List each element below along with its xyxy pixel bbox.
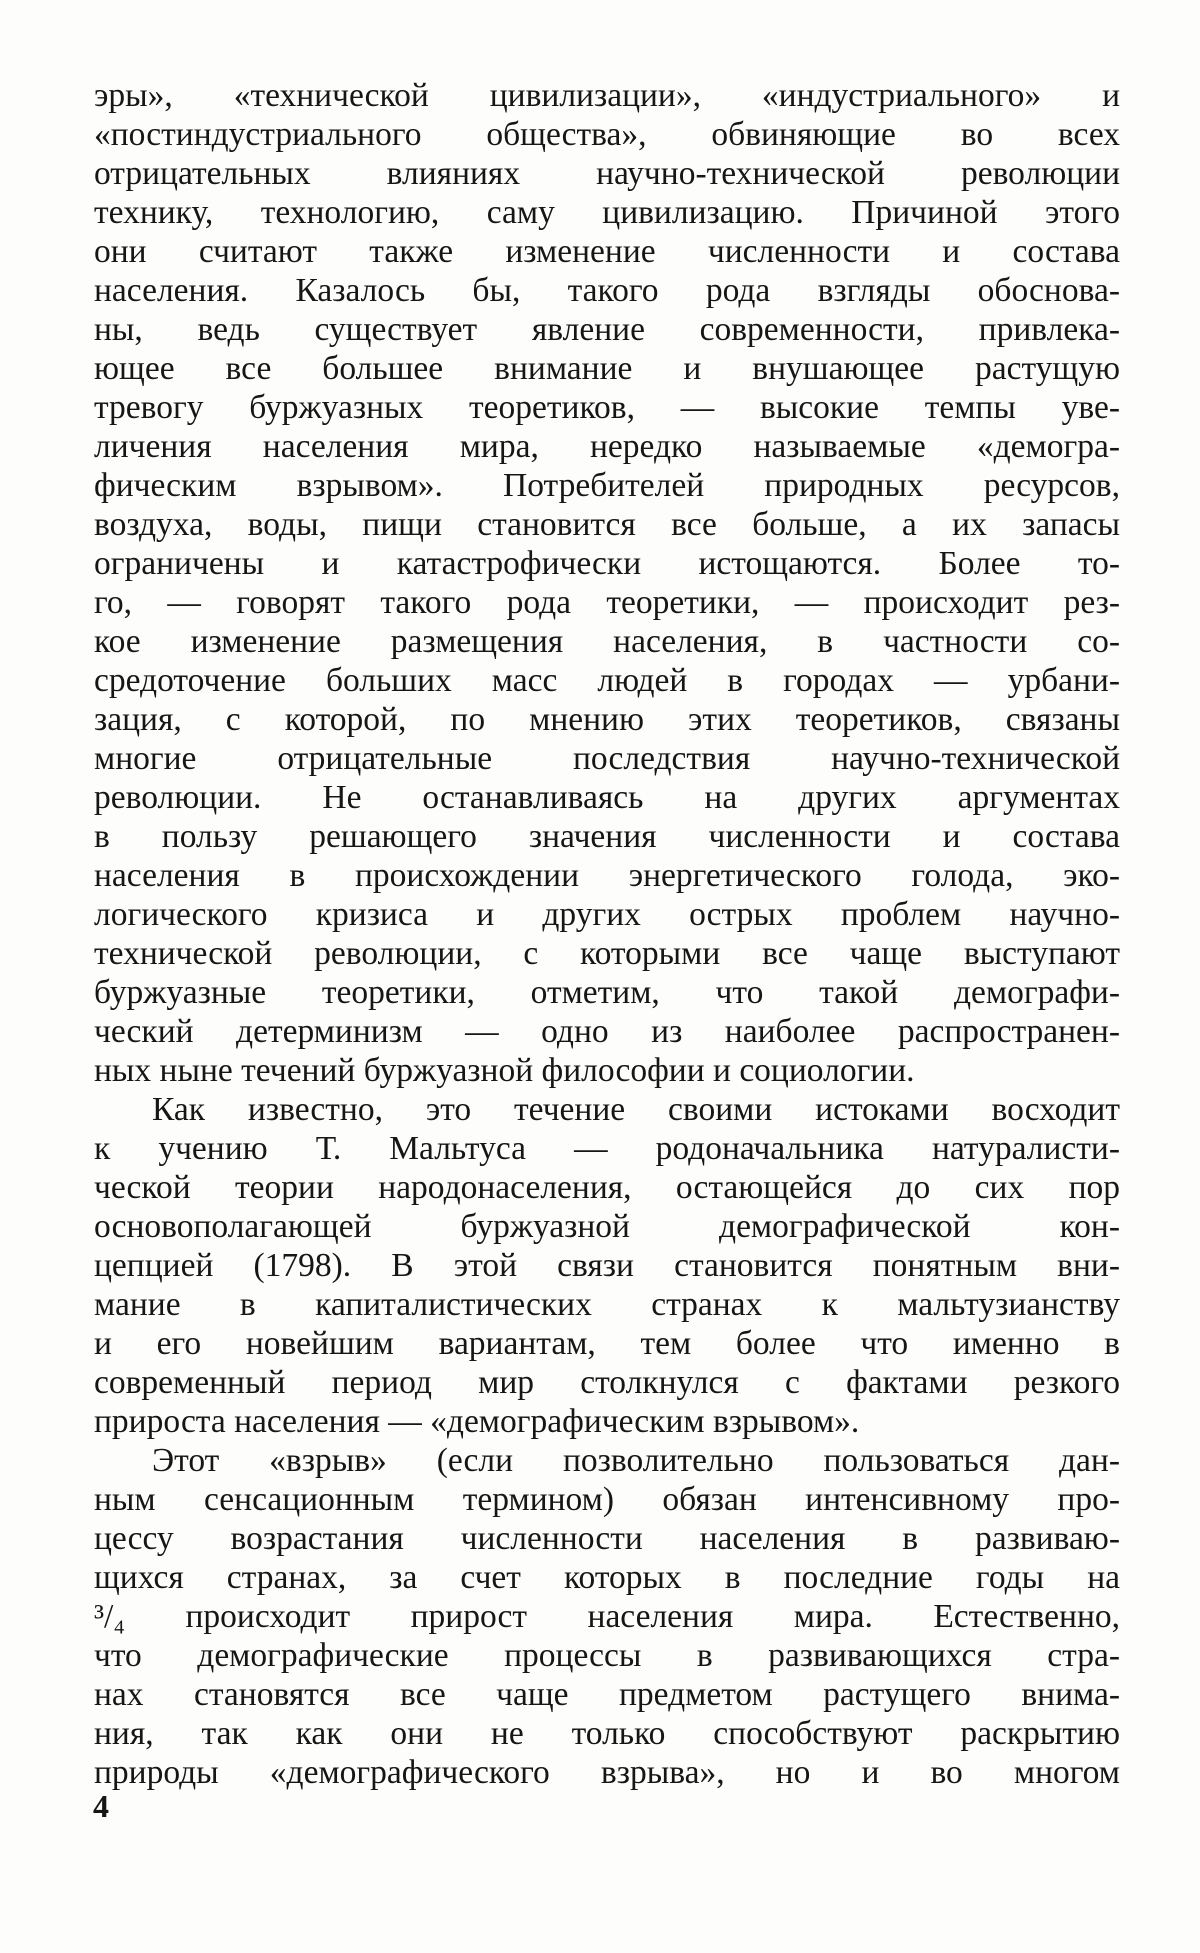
text-line: зация, с которой, по мнению этих теоретиков, связаны: [94, 701, 1120, 738]
text-line: «постиндустриального общества», обвиняющие во всех: [94, 116, 1120, 153]
text-line: средоточение больших масс людей в городах — урбани-: [94, 662, 1120, 699]
paragraph: [94, 1090, 1120, 1441]
text-line: отрицательных влияниях научно-технической революции: [94, 155, 1120, 192]
text-line: технику, технологию, саму цивилизацию. Причиной этого: [94, 194, 1120, 231]
text-line: населения в происхождении энергетического голода, эко-: [94, 857, 1120, 894]
text-line: воздуха, воды, пищи становится все больше, а их запасы: [94, 506, 1120, 543]
text-line: и его новейшим вариантам, тем более что именно в: [94, 1325, 1120, 1362]
text-line: революции. Не останавливаясь на других аргументах: [94, 779, 1120, 816]
text-line: щихся странах, за счет которых в последние годы на: [94, 1559, 1120, 1596]
text-line: ным сенсационным термином) обязан интенсивному про-: [94, 1481, 1120, 1518]
text-line: современный период мир столкнулся с фактами резкого: [94, 1364, 1120, 1401]
text-line: многие отрицательные последствия научно-технической: [94, 740, 1120, 777]
text-line: цепцией (1798). В этой связи становится понятным вни-: [94, 1247, 1120, 1284]
text-line: логического кризиса и других острых проблем научно-: [94, 896, 1120, 933]
text-line: прироста населения — «демографическим взрывом».: [94, 1403, 860, 1440]
page-number: 4: [93, 1788, 109, 1824]
text-line: ограничены и катастрофически истощаются. Более то-: [94, 545, 1120, 582]
text-line: ческий детерминизм — одно из наиболее распространен-: [94, 1013, 1120, 1050]
text-line: мание в капиталистических странах к мальтузианству: [94, 1286, 1120, 1323]
text-line: технической революции, с которыми все чаще выступают: [94, 935, 1120, 972]
text-line: ющее все большее внимание и внушающее растущую: [94, 350, 1120, 387]
text-line: тревогу буржуазных теоретиков, — высокие темпы уве-: [94, 389, 1120, 426]
paragraph: [94, 76, 1120, 1090]
text-line: ны, ведь существует явление современности, привлека-: [94, 311, 1120, 348]
text-line: ния, так как они не только способствуют раскрытию: [94, 1715, 1120, 1752]
text-line: Как известно, это течение своими истоками восходит: [152, 1091, 1120, 1128]
text-line: го, — говорят такого рода теоретики, — происходит рез-: [94, 584, 1120, 621]
text-line: они считают также изменение численности и состава: [94, 233, 1120, 270]
text-line: нах становятся все чаще предметом растущего внима-: [94, 1676, 1120, 1713]
text-line: фическим взрывом». Потребителей природных ресурсов,: [94, 467, 1120, 504]
text-line: в пользу решающего значения численности и состава: [94, 818, 1120, 855]
text-line: ³/₄ происходит прирост населения мира. Естественно,: [94, 1598, 1120, 1635]
body-text: [94, 76, 1120, 1792]
text-line: кое изменение размещения населения, в частности со-: [94, 623, 1120, 660]
text-line: буржуазные теоретики, отметим, что такой демографи-: [94, 974, 1120, 1011]
text-line: к учению Т. Мальтуса — родоначальника натуралисти-: [94, 1130, 1120, 1167]
paragraph: [94, 1441, 1120, 1792]
text-line: населения. Казалось бы, такого рода взгляды обоснова-: [94, 272, 1120, 309]
text-line: Этот «взрыв» (если позволительно пользоваться дан-: [152, 1442, 1120, 1479]
text-line: основополагающей буржуазной демографической кон-: [94, 1208, 1120, 1245]
text-line: природы «демографического взрыва», но и во многом: [94, 1754, 1120, 1791]
text-line: эры», «технической цивилизации», «индустриального» и: [94, 77, 1120, 114]
text-line: личения населения мира, нередко называемые «демогра-: [94, 428, 1120, 465]
text-line: ческой теории народонаселения, остающейся до сих пор: [94, 1169, 1120, 1206]
text-line: что демографические процессы в развивающихся стра-: [94, 1637, 1120, 1674]
text-line: ных ныне течений буржуазной философии и социологии.: [94, 1052, 915, 1089]
text-line: цессу возрастания численности населения в развиваю-: [94, 1520, 1120, 1557]
